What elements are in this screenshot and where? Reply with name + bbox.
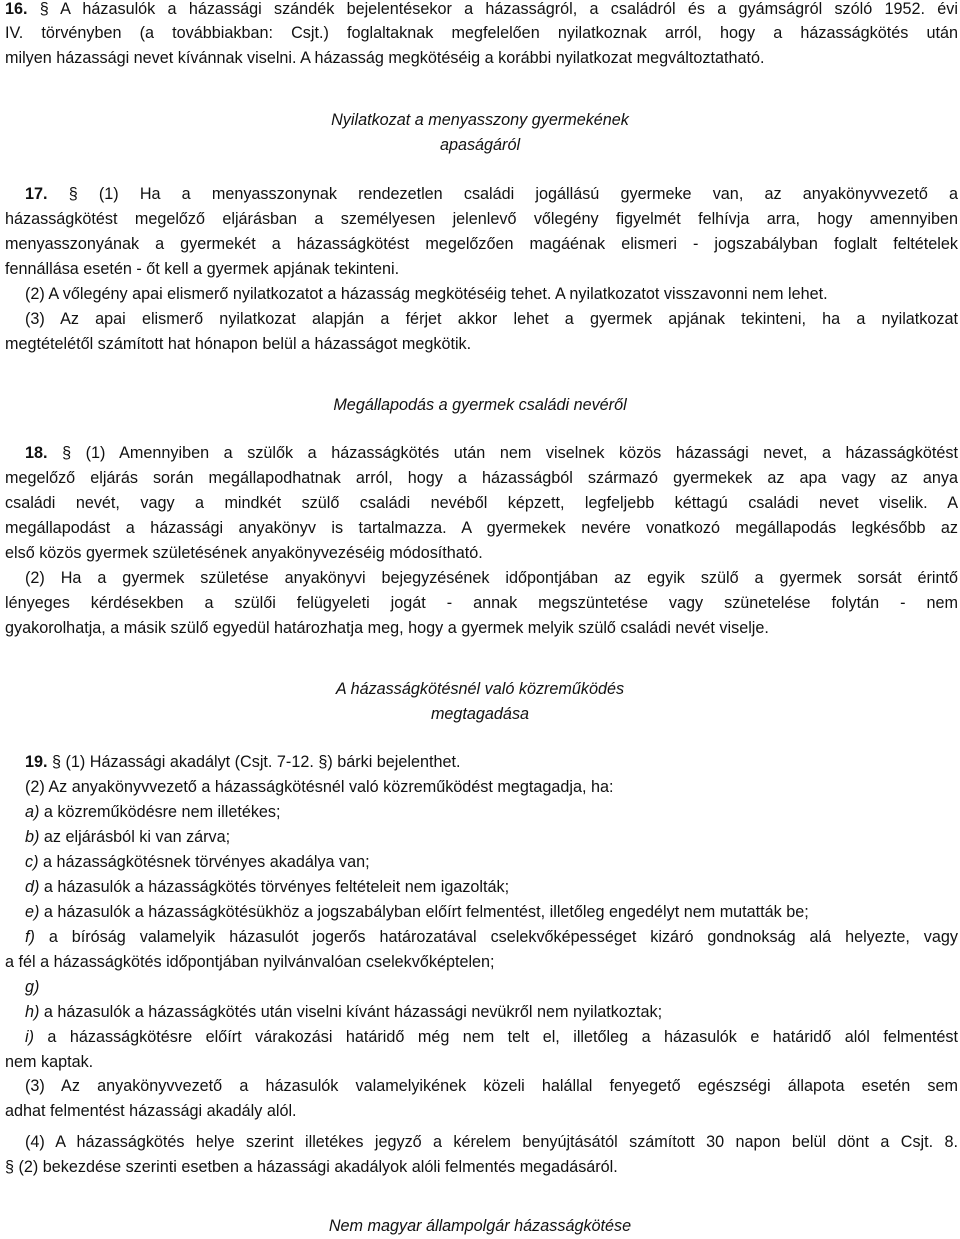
section-18-text: § (1) Amennyiben a szülők a házasságkötés után nem viselnek közös házassági nevet, a házasságkötést [62,444,958,462]
section-18-line-5: első közös gyermek születésének anyakönyvezéséig módosítható. [5,544,483,562]
section-18-number: 18. [25,444,48,462]
section-19-line-1 [25,749,958,775]
list-letter: a) [25,803,40,821]
list-text: a házasulók a házasságkötésükhöz a jogszabályban előírt felmentést, illetőleg engedélyt nem mutatták be; [39,903,809,921]
section-19-paragraph-2: (2) Az anyakönyvvezető a házasságkötésnél való közreműködést megtagadja, ha: [25,778,614,796]
section-16-number: 16. [5,0,28,18]
list-item-b [25,824,958,850]
list-item-i [25,1024,958,1050]
list-letter: b) [25,828,40,846]
section-17-text: § (1) Ha a menyasszonynak rendezetlen családi jogállású gyermeke van, az anyakönyvvezető a [68,185,958,203]
list-item-e [25,899,958,925]
list-letter: c) [25,853,39,871]
list-text: a bíróság valamelyik házasulót jogerős határozatával cselekvőképességet kizáró gondnokság alá helyezte, vagy [34,928,958,946]
section-19-number: 19. [25,753,48,771]
section-18-line-2: megelőző eljárás során megállapodhatnak arról, hogy a házasságból származó gyermekek az apa vagy az anya [5,469,958,487]
section-16-line-2: IV. törvényben (a továbbiakban: Csjt.) foglaltaknak megfelelően nyilatkoznak arról, hogy a házasságkötés után [5,24,958,42]
list-item-g [25,974,958,1000]
section-17-line-3: menyasszonyának a gyermekét a házasságkötést megelőzően magáénak elismeri - jogszabályban foglalt feltételek [5,235,958,253]
section-18-line-4: megállapodást a házassági anyakönyv is tartalmazza. A gyermekek nevére vonatkozó megállapodás legkésőbb az [5,519,958,537]
list-item-a [25,799,958,825]
section-18-paragraph-2-line-2: lényeges kérdésekben a szülői felügyeleti jogát - annak megszüntetése vagy szünetelése folytán - nem [5,594,958,612]
section-17-paragraph-3-line-1: (3) Az apai elismerő nyilatkozat alapján a férjet akkor lehet a gyermek apjának tekinteni, ha a nyilatkozat [25,310,958,328]
list-letter: f) [25,928,35,946]
heading-19-line-2: megtagadása [430,705,530,723]
list-item-h [25,999,958,1025]
list-text: a házasulók a házasságkötés törvényes feltételeit nem igazolták; [39,878,510,896]
section-18-line-1 [25,440,958,466]
section-19-text: § (1) Házassági akadályt (Csjt. 7-12. §) bárki bejelenthet. [52,753,461,771]
list-item-f-continuation: a fél a házasságkötés időpontjában nyilvánvalóan cselekvőképtelen; [5,953,495,971]
heading-17-line-1: Nyilatkozat a menyasszony gyermekének [331,111,629,129]
section-18-line-3: családi nevét, vagy a mindkét szülő családi nevéből képzett, legfeljebb kéttagú családi nevet viselik. A [5,494,958,512]
section-18-paragraph-2-line-3: gyakorolhatja, a másik szülő egyedül határozhatja meg, hogy a gyermek melyik szülő családi nevét viselje. [5,619,769,637]
list-letter: i) [25,1028,34,1046]
heading-20: Nem magyar állampolgár házasságkötése [328,1217,632,1235]
list-text: az eljárásból ki van zárva; [39,828,231,846]
list-item-i-continuation: nem kaptak. [5,1053,94,1071]
section-19-paragraph-4-line-2: § (2) bekezdése szerinti esetben a házassági akadályok alóli felmentés megadásáról. [5,1158,618,1176]
list-letter: e) [25,903,40,921]
heading-17-line-2: apaságáról [439,136,521,154]
section-17-line-4: fennállása esetén - őt kell a gyermek apjának tekinteni. [5,260,400,278]
heading-18: Megállapodás a gyermek családi nevéről [333,396,627,414]
list-text: a házasságkötésnek törvényes akadálya van; [38,853,370,871]
list-letter: h) [25,1003,40,1021]
section-18-paragraph-2-line-1: (2) Ha a gyermek születése anyakönyvi bejegyzésének időpontjában az egyik szülő a gyermek sorsát érintő [25,569,958,587]
section-17-line-2: házasságkötést megelőző eljárásban a személyesen jelenlevő vőlegény figyelmét felhívja arra, hogy amennyiben [5,210,958,228]
section-19-paragraph-4-line-1: (4) A házasságkötés helye szerint illetékes jegyző a kérelem benyújtásától számított 30 napon belül dönt a Csjt. 8. [25,1133,958,1151]
section-16-line-3: milyen házassági nevet kívánnak viselni. A házasság megkötéséig a korábbi nyilatkozat megváltoztatható. [5,49,765,67]
section-16-line-1 [5,0,958,22]
list-item-c [25,849,958,875]
section-19-paragraph-3-line-2: adhat felmentést házassági akadály alól. [5,1102,297,1120]
section-17-paragraph-3-line-2: megtételétől számított hat hónapon belül a házasságot megkötik. [5,335,472,353]
list-letter: g) [25,978,40,996]
list-letter: d) [25,878,40,896]
section-17-paragraph-2: (2) A vőlegény apai elismerő nyilatkozatot a házasság megkötéséig tehet. A nyilatkozatot visszavonni nem lehet. [25,285,828,303]
list-text: a közreműködésre nem illetékes; [39,803,281,821]
section-19-paragraph-3-line-1: (3) Az anyakönyvvezető a házasulók valamelyikének közeli halállal fenyegető egészségi állapota esetén sem [25,1077,958,1095]
section-17-line-1 [25,181,958,207]
list-text: a házasulók a házasságkötés után viselni kívánt házassági nevükről nem nyilatkoztak; [39,1003,663,1021]
list-text: a házasságkötésre előírt várakozási határidő még nem telt el, illetőleg a házasulók e határidő alól felmentést [34,1028,958,1046]
section-16-text: § A házasulók a házassági szándék bejelentésekor a házasságról, a családról és a gyámságról szóló 1952. évi [39,0,958,18]
list-item-d [25,874,958,900]
section-17-number: 17. [25,185,48,203]
heading-19-line-1: A házasságkötésnél való közreműködés [335,680,625,698]
list-item-f [25,924,958,950]
